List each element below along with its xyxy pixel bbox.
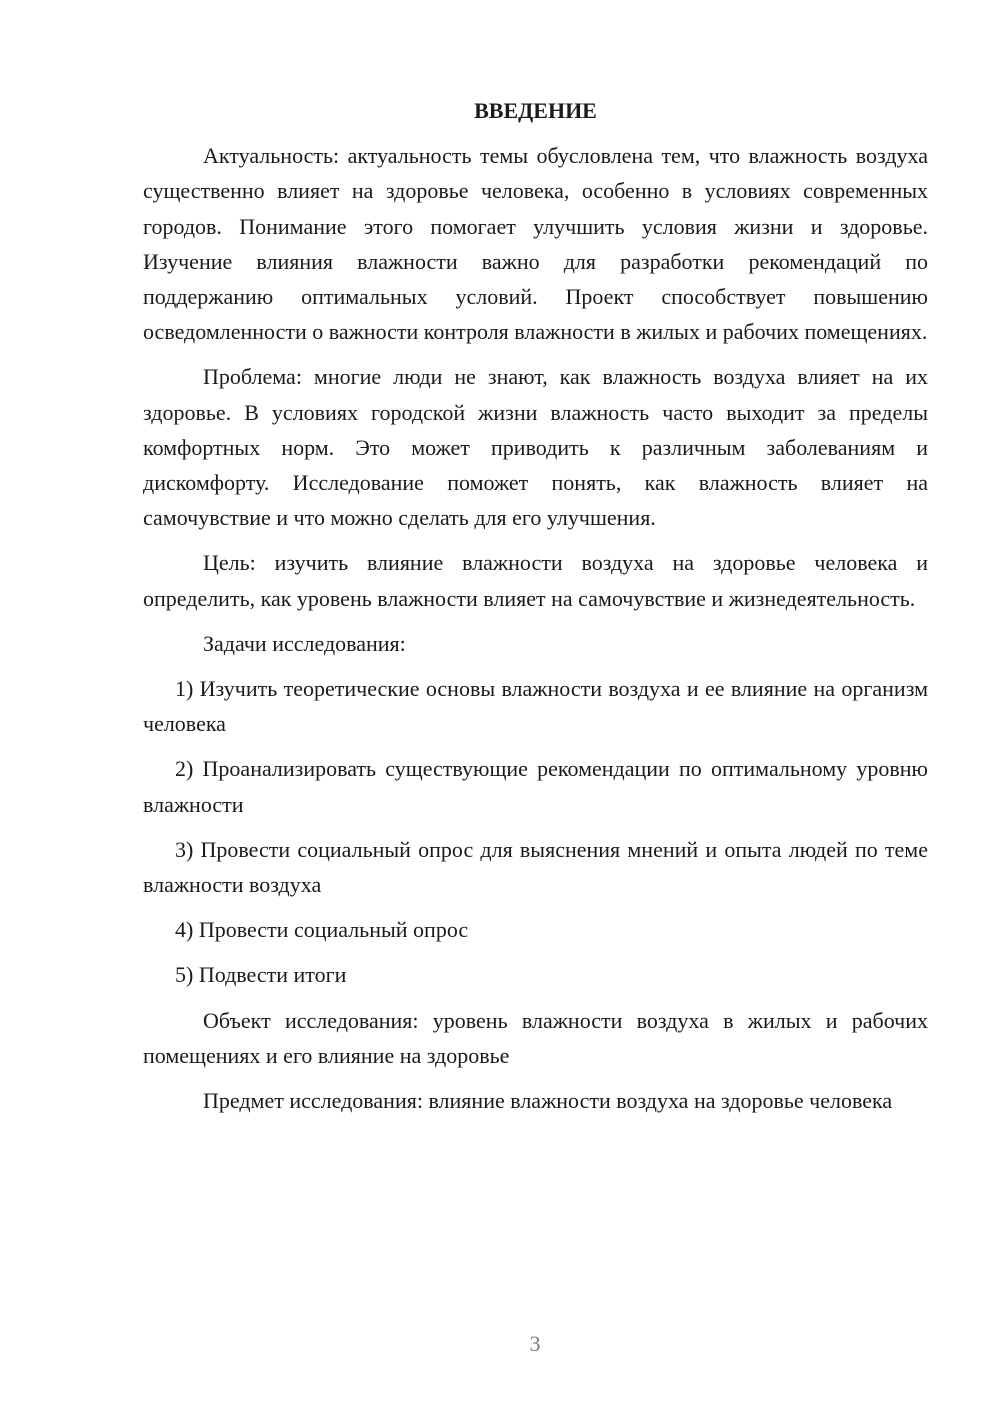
document-body — [143, 93, 928, 1128]
subject-paragraph: Предмет исследования: влияние влажности воздуха на здоровье человека — [203, 1088, 893, 1114]
goal-paragraph: Цель: изучить влияние влажности воздуха на здоровье человека и определить, как уровень влажности влияет на самочувствие и жизнедеятельность. — [143, 550, 928, 611]
section-heading: ВВЕДЕНИЕ — [474, 98, 597, 123]
task-item-2: 2) Проанализировать существующие рекомендации по оптимальному уровню влажности — [143, 756, 928, 817]
relevance-paragraph: Актуальность: актуальность темы обусловлена тем, что влажность воздуха существенно влияет на здоровье человека, особенно в условиях современных городов. Понимание этого помогает улучшить условия жизни и здоровье. Изучение влияния влажности важно для разработки рекомендаций по поддержанию оптимальных условий. Проект способствует повышению осведомленности о важности контроля влажности в жилых и рабочих помещениях. — [143, 143, 928, 345]
task-item-4: 4) Провести социальный опрос — [175, 917, 469, 943]
task-item-5: 5) Подвести итоги — [175, 962, 347, 988]
tasks-title: Задачи исследования: — [203, 630, 406, 656]
task-item-3: 3) Провести социальный опрос для выяснения мнений и опыта людей по теме влажности воздуха — [143, 836, 928, 898]
object-paragraph: Объект исследования: уровень влажности воздуха в жилых и рабочих помещениях и его влияние на здоровье — [143, 1007, 928, 1068]
problem-paragraph: Проблема: многие люди не знают, как влажность воздуха влияет на их здоровье. В условиях городской жизни влажность часто выходит за пределы комфортных норм. Это может приводить к различным заболеваниям и дискомфорту. Исследование поможет понять, как влажность влияет на самочувствие и что можно сделать для его улучшения. — [143, 364, 928, 531]
task-item-1: 1) Изучить теоретические основы влажности воздуха и ее влияние на организм человека — [143, 676, 928, 737]
page-number: 3 — [529, 1331, 541, 1356]
